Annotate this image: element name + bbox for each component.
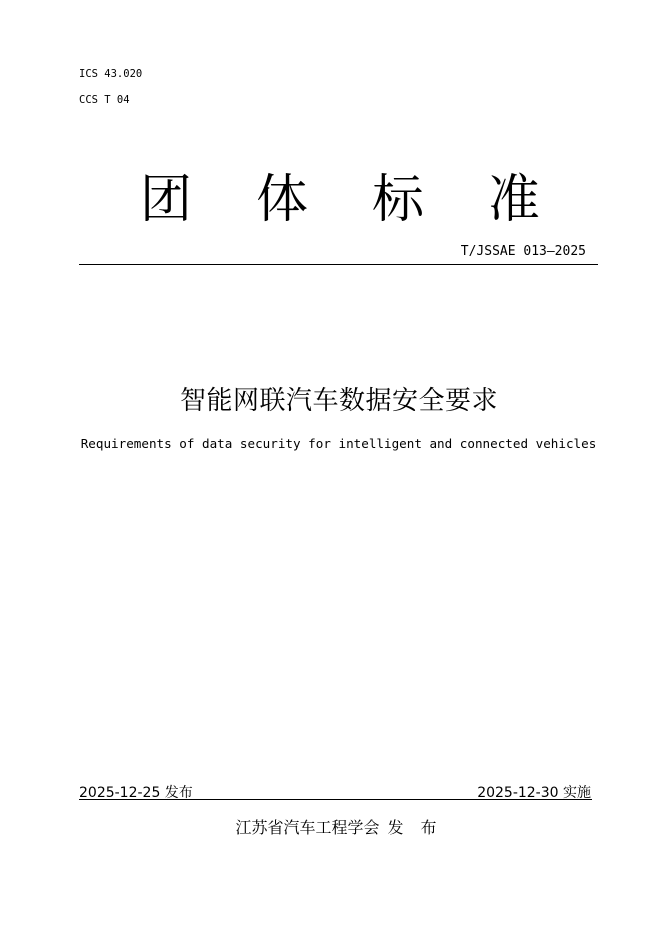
heading-char-4: 准 (488, 170, 541, 230)
issuer-name: 江苏省汽车工程学会 (235, 818, 380, 837)
implement-date: 2025-12-30 实施 (477, 785, 591, 801)
header-divider (79, 264, 598, 265)
heading-char-3: 标 (372, 170, 425, 230)
ics-code: ICS 43.020 (79, 68, 143, 80)
heading-char-2: 体 (256, 170, 309, 230)
document-title-en: Requirements of data security for intelligent and connected vehicles (80, 436, 597, 451)
standard-number: T/JSSAE 013—2025 (460, 244, 586, 259)
document-title-cn: 智能网联汽车数据安全要求 (179, 386, 498, 416)
footer-divider (79, 799, 592, 800)
issuer-line (0, 815, 662, 838)
publish-date: 2025-12-25 发布 (79, 785, 193, 801)
ccs-code: CCS T 04 (79, 94, 130, 106)
heading-char-1: 团 (140, 170, 193, 230)
issuer-suffix: 发 布 (387, 818, 443, 837)
